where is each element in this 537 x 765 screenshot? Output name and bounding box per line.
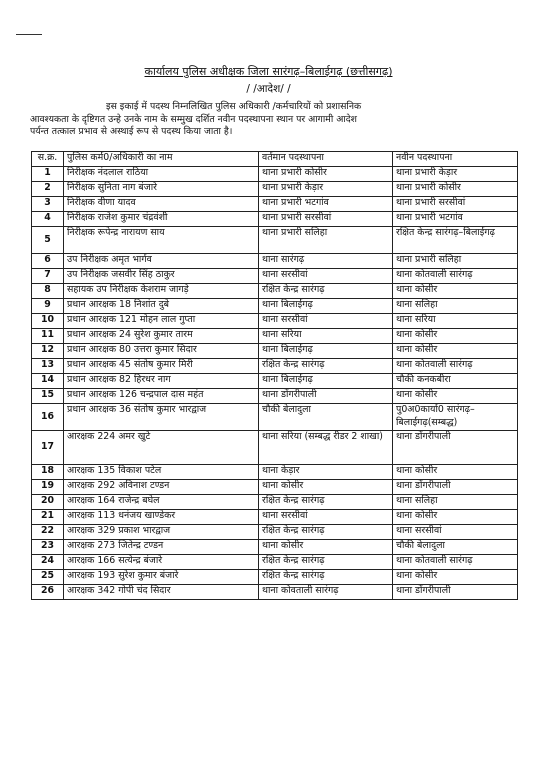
table-row	[32, 167, 518, 182]
name-cell: आरक्षक 135 विकाश पटेल	[64, 465, 259, 480]
column-header-name: पुलिस कर्म0/अधिकारी का नाम	[64, 152, 259, 167]
current-posting-cell: थाना कोसीर	[259, 540, 393, 555]
new-posting-cell: थाना कोतवाली सारंगढ़	[393, 269, 518, 284]
new-posting-cell: थाना कोसीर	[393, 465, 518, 480]
name-cell: प्रधान आरक्षक 126 चन्द्रपाल दास महंत	[64, 389, 259, 404]
table-row	[32, 299, 518, 314]
serial-cell: 14	[32, 374, 64, 389]
document-title: कार्यालय पुलिस अधीक्षक जिला सारंगढ़–बिलाईगढ़ (छत्तीसगढ़)	[144, 65, 393, 78]
table-row	[32, 495, 518, 510]
new-posting-cell: पु0अ0कार्या0 सारंगढ़–बिलाईगढ़(सम्बद्ध)	[393, 404, 518, 431]
transfer-table	[31, 151, 518, 600]
name-cell: आरक्षक 113 धनंजय खाण्डेकर	[64, 510, 259, 525]
table-row	[32, 344, 518, 359]
current-posting-cell: रक्षित केन्द्र सारंगढ़	[259, 359, 393, 374]
new-posting-cell: थाना कोसीर	[393, 329, 518, 344]
name-cell: निरीक्षक रूपेन्द्र नारायण साय	[64, 227, 259, 254]
table-row	[32, 389, 518, 404]
serial-cell: 18	[32, 465, 64, 480]
current-posting-cell: रक्षित केन्द्र सारंगढ़	[259, 284, 393, 299]
table-row	[32, 540, 518, 555]
name-cell: प्रधान आरक्षक 45 संतोष कुमार मिरी	[64, 359, 259, 374]
name-cell: उप निरीक्षक जसवीर सिंह ठाकुर	[64, 269, 259, 284]
name-cell: प्रधान आरक्षक 80 उत्तरा कुमार सिदार	[64, 344, 259, 359]
serial-cell: 17	[32, 431, 64, 465]
table-row	[32, 585, 518, 600]
current-posting-cell: थाना बिलाईगढ़	[259, 344, 393, 359]
table-row	[32, 374, 518, 389]
serial-cell: 13	[32, 359, 64, 374]
serial-cell: 24	[32, 555, 64, 570]
table-row	[32, 404, 518, 431]
name-cell: प्रधान आरक्षक 24 सुरेश कुमार तारम	[64, 329, 259, 344]
serial-cell: 26	[32, 585, 64, 600]
serial-cell: 12	[32, 344, 64, 359]
new-posting-cell: रक्षित केन्द्र सारंगढ़–बिलाईगढ़	[393, 227, 518, 254]
current-posting-cell: थाना सरिया	[259, 329, 393, 344]
serial-cell: 9	[32, 299, 64, 314]
name-cell: निरीक्षक सुनिता नाग बंजारे	[64, 182, 259, 197]
table-row	[32, 254, 518, 269]
serial-cell: 10	[32, 314, 64, 329]
current-posting-cell: थाना बिलाईगढ़	[259, 299, 393, 314]
serial-cell: 7	[32, 269, 64, 284]
new-posting-cell: थाना प्रभारी भटगांव	[393, 212, 518, 227]
column-header-serial: स.क्र.	[32, 152, 64, 167]
new-posting-cell: थाना प्रभारी केड़ार	[393, 167, 518, 182]
table-row	[32, 269, 518, 284]
intro-line: पर्यन्त तत्काल प्रभाव से अस्थाई रूप से पदस्थ किया जाता है।	[30, 126, 233, 137]
serial-cell: 2	[32, 182, 64, 197]
intro-paragraph	[30, 101, 516, 139]
name-cell: प्रधान आरक्षक 82 हिरधर नाग	[64, 374, 259, 389]
intro-line: आवश्यकता के दृष्टिगत उन्हे उनके नाम के सम्मुख दर्शित नवीन पदस्थापना स्थान पर आगामी आदेश	[30, 113, 357, 125]
serial-cell: 5	[32, 227, 64, 254]
current-posting-cell: रक्षित केन्द्र सारंगढ़	[259, 495, 393, 510]
serial-cell: 22	[32, 525, 64, 540]
current-posting-cell: चौकी बेलादुला	[259, 404, 393, 431]
serial-cell: 25	[32, 570, 64, 585]
name-cell: आरक्षक 193 सुरेश कुमार बंजारे	[64, 570, 259, 585]
table-row	[32, 431, 518, 465]
name-cell: उप निरीक्षक अमृत भार्गव	[64, 254, 259, 269]
current-posting-cell: रक्षित केन्द्र सारंगढ़	[259, 555, 393, 570]
name-cell: आरक्षक 329 प्रकाश भारद्वाज	[64, 525, 259, 540]
serial-cell: 3	[32, 197, 64, 212]
serial-cell: 6	[32, 254, 64, 269]
column-header-current-posting: वर्तमान पदस्थापना	[259, 152, 393, 167]
current-posting-cell: रक्षित केन्द्र सारंगढ़	[259, 525, 393, 540]
table-row	[32, 570, 518, 585]
new-posting-cell: थाना सरिया	[393, 314, 518, 329]
new-posting-cell: थाना डोंगरीपाली	[393, 431, 518, 465]
table-row	[32, 465, 518, 480]
serial-cell: 4	[32, 212, 64, 227]
table-row	[32, 510, 518, 525]
table-row	[32, 212, 518, 227]
name-cell: सहायक उप निरीक्षक केशराम जागड़े	[64, 284, 259, 299]
table-row	[32, 359, 518, 374]
table-row	[32, 197, 518, 212]
table-header-row	[32, 152, 518, 167]
current-posting-cell: थाना प्रभारी सलिहा	[259, 227, 393, 254]
serial-cell: 23	[32, 540, 64, 555]
current-posting-cell: थाना सरिया (सम्बद्ध रीडर 2 शाखा)	[259, 431, 393, 465]
name-cell: प्रधान आरक्षक 36 संतोष कुमार भारद्वाज	[64, 404, 259, 431]
current-posting-cell: रक्षित केन्द्र सारंगढ़	[259, 570, 393, 585]
new-posting-cell: थाना प्रभारी सलिहा	[393, 254, 518, 269]
table-row	[32, 182, 518, 197]
name-cell: आरक्षक 273 जितेन्द्र टण्डन	[64, 540, 259, 555]
name-cell: आरक्षक 292 अविनाश टण्डन	[64, 480, 259, 495]
current-posting-cell: थाना प्रभारी केड़ार	[259, 182, 393, 197]
table-row	[32, 314, 518, 329]
current-posting-cell: थाना बिलाईगढ़	[259, 374, 393, 389]
table-row	[32, 329, 518, 344]
current-posting-cell: थाना सारंगढ़	[259, 254, 393, 269]
name-cell: निरीक्षक राजेश कुमार चंद्रवंशी	[64, 212, 259, 227]
current-posting-cell: थाना सरसीवां	[259, 269, 393, 284]
current-posting-cell: थाना सरसीवां	[259, 510, 393, 525]
current-posting-cell: थाना प्रभारी कोसीर	[259, 167, 393, 182]
new-posting-cell: थाना कोसीर	[393, 570, 518, 585]
name-cell: प्रधान आरक्षक 18 निशांत दुबे	[64, 299, 259, 314]
current-posting-cell: थाना प्रभारी भटगांव	[259, 197, 393, 212]
serial-cell: 21	[32, 510, 64, 525]
table-row	[32, 525, 518, 540]
serial-cell: 16	[32, 404, 64, 431]
new-posting-cell: थाना सलिहा	[393, 495, 518, 510]
name-cell: आरक्षक 224 अमर खुटे	[64, 431, 259, 465]
new-posting-cell: थाना सरसीवां	[393, 525, 518, 540]
serial-cell: 1	[32, 167, 64, 182]
serial-cell: 20	[32, 495, 64, 510]
table-row	[32, 555, 518, 570]
current-posting-cell: थाना डोंगरीपाली	[259, 389, 393, 404]
corner-mark	[16, 34, 42, 35]
new-posting-cell: थाना प्रभारी कोसीर	[393, 182, 518, 197]
new-posting-cell: थाना कोतवाली सारंगढ़	[393, 555, 518, 570]
new-posting-cell: थाना सलिहा	[393, 299, 518, 314]
table-row	[32, 227, 518, 254]
new-posting-cell: थाना प्रभारी सरसीवां	[393, 197, 518, 212]
new-posting-cell: थाना डोंगरीपाली	[393, 585, 518, 600]
serial-cell: 15	[32, 389, 64, 404]
new-posting-cell: चौकी बेलादुला	[393, 540, 518, 555]
name-cell: प्रधान आरक्षक 121 मोहन लाल गुप्ता	[64, 314, 259, 329]
new-posting-cell: थाना कोसीर	[393, 284, 518, 299]
new-posting-cell: थाना डोंगरीपाली	[393, 480, 518, 495]
new-posting-cell: थाना कोतवाली सारंगढ़	[393, 359, 518, 374]
current-posting-cell: थाना प्रभारी सरसीवां	[259, 212, 393, 227]
serial-cell: 11	[32, 329, 64, 344]
name-cell: आरक्षक 342 गोपी चंद सिदार	[64, 585, 259, 600]
current-posting-cell: थाना कोवताली सारंगढ़	[259, 585, 393, 600]
name-cell: आरक्षक 166 सत्येन्द्र बंजारे	[64, 555, 259, 570]
new-posting-cell: थाना कोसीर	[393, 389, 518, 404]
current-posting-cell: थाना केड़ार	[259, 465, 393, 480]
current-posting-cell: थाना कोसीर	[259, 480, 393, 495]
serial-cell: 19	[32, 480, 64, 495]
name-cell: निरीक्षक नंदलाल राठिया	[64, 167, 259, 182]
table-row	[32, 284, 518, 299]
name-cell: आरक्षक 164 राजेन्द्र बघेल	[64, 495, 259, 510]
order-heading: / /आदेश/ /	[246, 83, 291, 95]
new-posting-cell: चौकी कनकबीरा	[393, 374, 518, 389]
new-posting-cell: थाना कोसीर	[393, 344, 518, 359]
intro-line: इस इकाई में पदस्थ निम्नलिखित पुलिस अधिकारी /कर्मचारियों को प्रशासनिक	[106, 101, 362, 112]
name-cell: निरीक्षक वीणा यादव	[64, 197, 259, 212]
current-posting-cell: थाना सरसीवां	[259, 314, 393, 329]
table-row	[32, 480, 518, 495]
column-header-new-posting: नवीन पदस्थापना	[393, 152, 518, 167]
serial-cell: 8	[32, 284, 64, 299]
new-posting-cell: थाना कोसीर	[393, 510, 518, 525]
